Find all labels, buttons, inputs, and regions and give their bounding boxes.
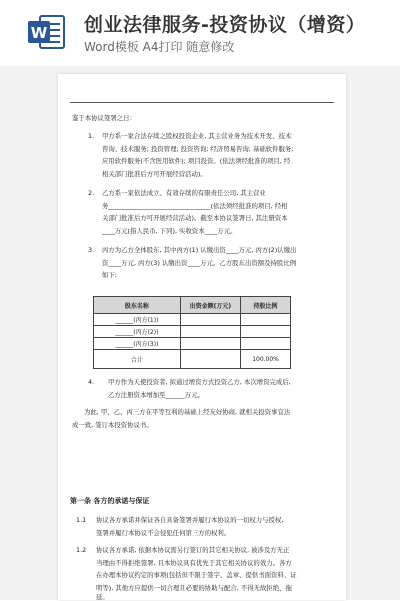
clause-number: 2. [88, 189, 95, 197]
table-cell [180, 326, 240, 338]
table-cell [241, 314, 291, 326]
table-cell [180, 338, 240, 350]
word-logo-icon [26, 12, 66, 52]
clause-line: 如下: [102, 271, 117, 279]
table-header-row [94, 297, 291, 314]
conclusion-line: 成一致, 签订本投资协议书。 [72, 420, 153, 429]
table-total-row [94, 350, 291, 369]
clause-line: 甲方系一家合法存续之股权投资企业, 其主营业务为技术开发、技术 [102, 132, 292, 140]
table-cell: ______(丙方(3)) [94, 338, 181, 350]
table-cell: 合计 [94, 350, 181, 369]
item-line: 延。 [96, 593, 109, 601]
table-cell [241, 338, 291, 350]
clause-line: ____万元(指人民币, 下同), 实收资本____万元。 [102, 226, 237, 235]
clause-line: 丙方为乙方全体股东, 其中丙方(1) 认缴出资____万元, 丙方(2)认缴出 [102, 246, 297, 254]
table-cell [180, 314, 240, 326]
item-line: 当理由不得拒绝签署, 且本协议具有优先于其它相关协议的效力。各方 [96, 558, 292, 567]
item-line: 协议各方承诺, 依据本协议需另行签订的其它相关协议, 被涉及方无正 [96, 546, 290, 554]
clause-number: 4. [88, 378, 95, 386]
clause-line: 甲方作为天使投资者, 拟通过增资方式投资乙方, 本次增资完成后, [108, 378, 291, 386]
clause-line: 乙方注册资本增加至______万元。 [108, 390, 204, 399]
clause-line: 关部门批准后方可开展经营活动)。截至本协议签署日, 其注册资本 [102, 214, 288, 222]
clause-number: 3. [88, 246, 95, 254]
shareholder-table [93, 296, 291, 369]
item-line: 签署并履行本协议不会侵犯任何第三方的权利。 [96, 528, 231, 537]
document-page [58, 74, 346, 600]
clause-line: 乙方系一家依法成立、有效存续的有限责任公司, 其主营业 [102, 189, 266, 197]
table-cell: ______(丙方(1)) [94, 314, 181, 326]
page-subtitle: Word模板 A4打印 随意修改 [84, 40, 235, 54]
item-number: 1.2 [76, 546, 87, 554]
conclusion-line: 为此, 甲、乙、丙三方在平等互利的基础上经友好协商, 就相关投资事宜达 [84, 408, 291, 416]
item-number: 1.1 [76, 516, 87, 524]
table-header-cell: 出资金额(万元) [180, 297, 240, 314]
clause-line: 务________________________________(依法须经批准的项目, 经相 [102, 201, 288, 210]
item-line: 在办理本协议约定的事项(包括但不限于签字、盖章、提供书面资料、证 [96, 571, 297, 579]
document-preview-area [0, 66, 400, 600]
table-header-cell: 持股比例 [241, 297, 291, 314]
table-cell: 100.00% [241, 350, 291, 369]
table-cell [180, 350, 240, 369]
table-row [94, 326, 291, 338]
clause-line: 资____万元, 丙方(3) 认缴出资____万元。乙方股东出资额及持股比例 [102, 258, 297, 267]
item-line: 明等), 其他方应提供一切合理且必要的协助与配合, 不得无故拒绝、拖 [96, 583, 292, 592]
clause-number: 1. [88, 132, 95, 140]
table-header-cell: 股东名称 [94, 297, 181, 314]
page-header-rule [70, 102, 334, 103]
logo-letter: W [30, 24, 48, 42]
template-header [0, 0, 400, 66]
table-row [94, 314, 291, 326]
clause-line: 相关部门批准后方可开展经营活动)。 [102, 169, 207, 178]
item-line: 协议各方承诺并保证各自具备签署并履行本协议的一切权力与授权, [96, 516, 284, 524]
clause-line: 应用软件服务(不含医用软件); 项目投资。(依法须经批准的项目, 经 [102, 157, 291, 165]
table-cell: ______(丙方(2)) [94, 326, 181, 338]
section-title: 第一条 各方的承诺与保证 [70, 497, 150, 505]
page-title: 创业法律服务-投资协议（增资） [84, 14, 366, 36]
intro-text: 鉴于本协议签署之日： [72, 114, 136, 122]
table-row [94, 338, 291, 350]
table-cell [241, 326, 291, 338]
clause-line: 咨询、技术服务; 投资管理; 投资咨询; 经济贸易咨询; 基础软件服务; [102, 144, 294, 153]
